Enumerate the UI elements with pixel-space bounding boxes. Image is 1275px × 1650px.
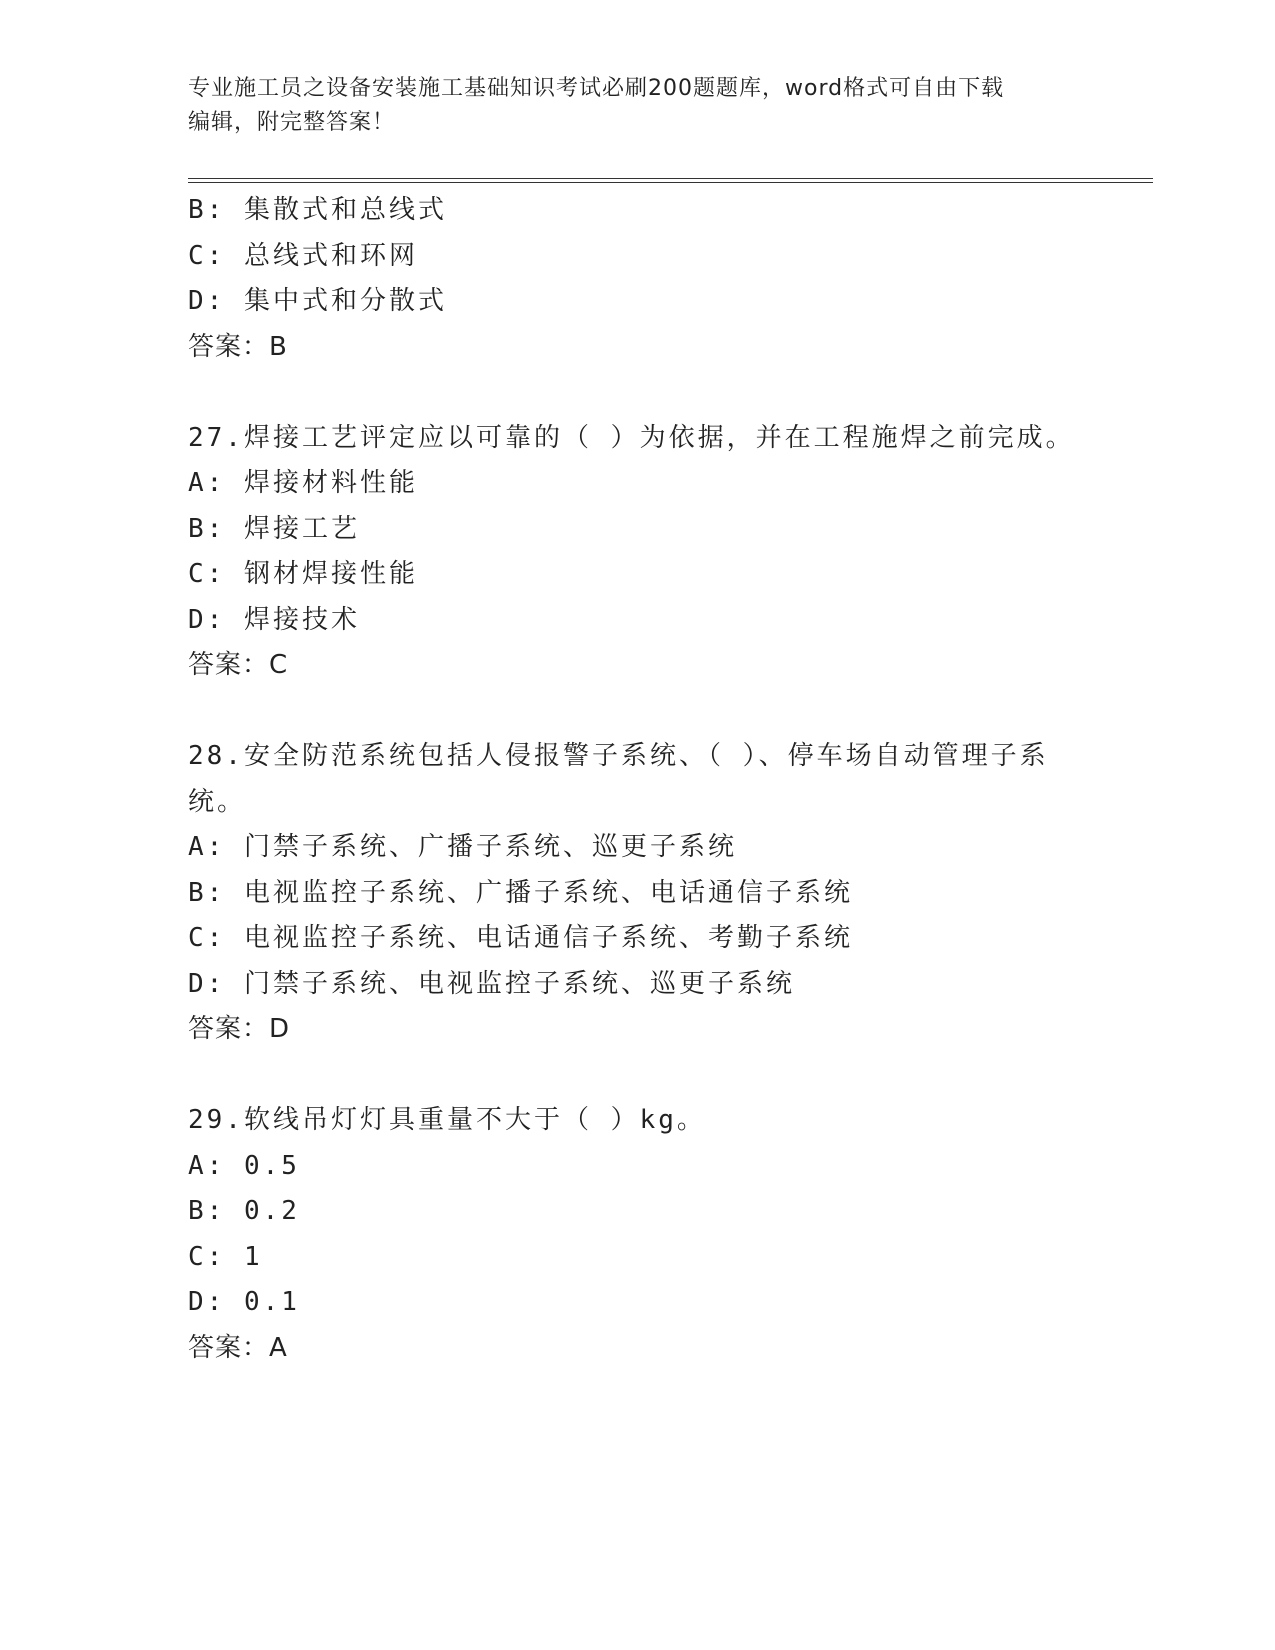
question-27 xyxy=(188,416,1088,689)
option-a: A: 焊接材料性能 xyxy=(188,468,418,498)
question-26-continued xyxy=(188,188,1088,370)
option-d: D: 焊接技术 xyxy=(188,604,360,635)
option-c: C: 电视监控子系统、电话通信子系统、考勤子系统 xyxy=(188,923,853,953)
option-b: B: 电视监控子系统、广播子系统、电话通信子系统 xyxy=(188,877,853,908)
question-28 xyxy=(188,734,1088,1053)
option-d: D: 0.1 xyxy=(188,1287,300,1317)
option-c: C: 总线式和环网 xyxy=(188,240,418,271)
answer: 答案：A xyxy=(188,1332,288,1363)
question-text: 29.软线吊灯灯具重量不大于（ ）kg。 xyxy=(188,1105,706,1135)
option-a: A: 门禁子系统、广播子系统、巡更子系统 xyxy=(188,832,737,862)
option-d: D: 门禁子系统、电视监控子系统、巡更子系统 xyxy=(188,968,795,999)
header-line-2: 编辑，附完整答案！ xyxy=(188,110,396,135)
answer: 答案：C xyxy=(188,650,289,680)
option-d: D: 集中式和分散式 xyxy=(188,286,447,316)
question-gap xyxy=(188,370,1088,416)
question-text-line-1: 28.安全防范系统包括人侵报警子系统、（ ）、停车场自动管理子系 xyxy=(188,741,1049,771)
header-divider-top xyxy=(188,178,1153,179)
answer: 答案：D xyxy=(188,1014,291,1044)
question-gap xyxy=(188,689,1088,735)
document-body xyxy=(188,188,1088,1371)
question-gap xyxy=(188,1053,1088,1099)
answer: 答案：B xyxy=(188,331,288,362)
question-29 xyxy=(188,1098,1088,1371)
question-text: 27.焊接工艺评定应以可靠的（ ）为依据，并在工程施焊之前完成。 xyxy=(188,422,1075,453)
header-divider-bottom xyxy=(188,182,1153,183)
question-text-line-2: 统。 xyxy=(188,786,247,817)
header-line-1: 专业施工员之设备安装施工基础知识考试必刷200题题库，word格式可自由下载 xyxy=(188,76,1005,101)
option-c: C: 钢材焊接性能 xyxy=(188,559,418,589)
option-a: A: 0.5 xyxy=(188,1150,300,1181)
option-b: B: 集散式和总线式 xyxy=(188,195,447,225)
option-b: B: 0.2 xyxy=(188,1196,300,1226)
option-b: B: 焊接工艺 xyxy=(188,513,360,544)
document-header xyxy=(188,72,1068,140)
option-c: C: 1 xyxy=(188,1241,263,1272)
